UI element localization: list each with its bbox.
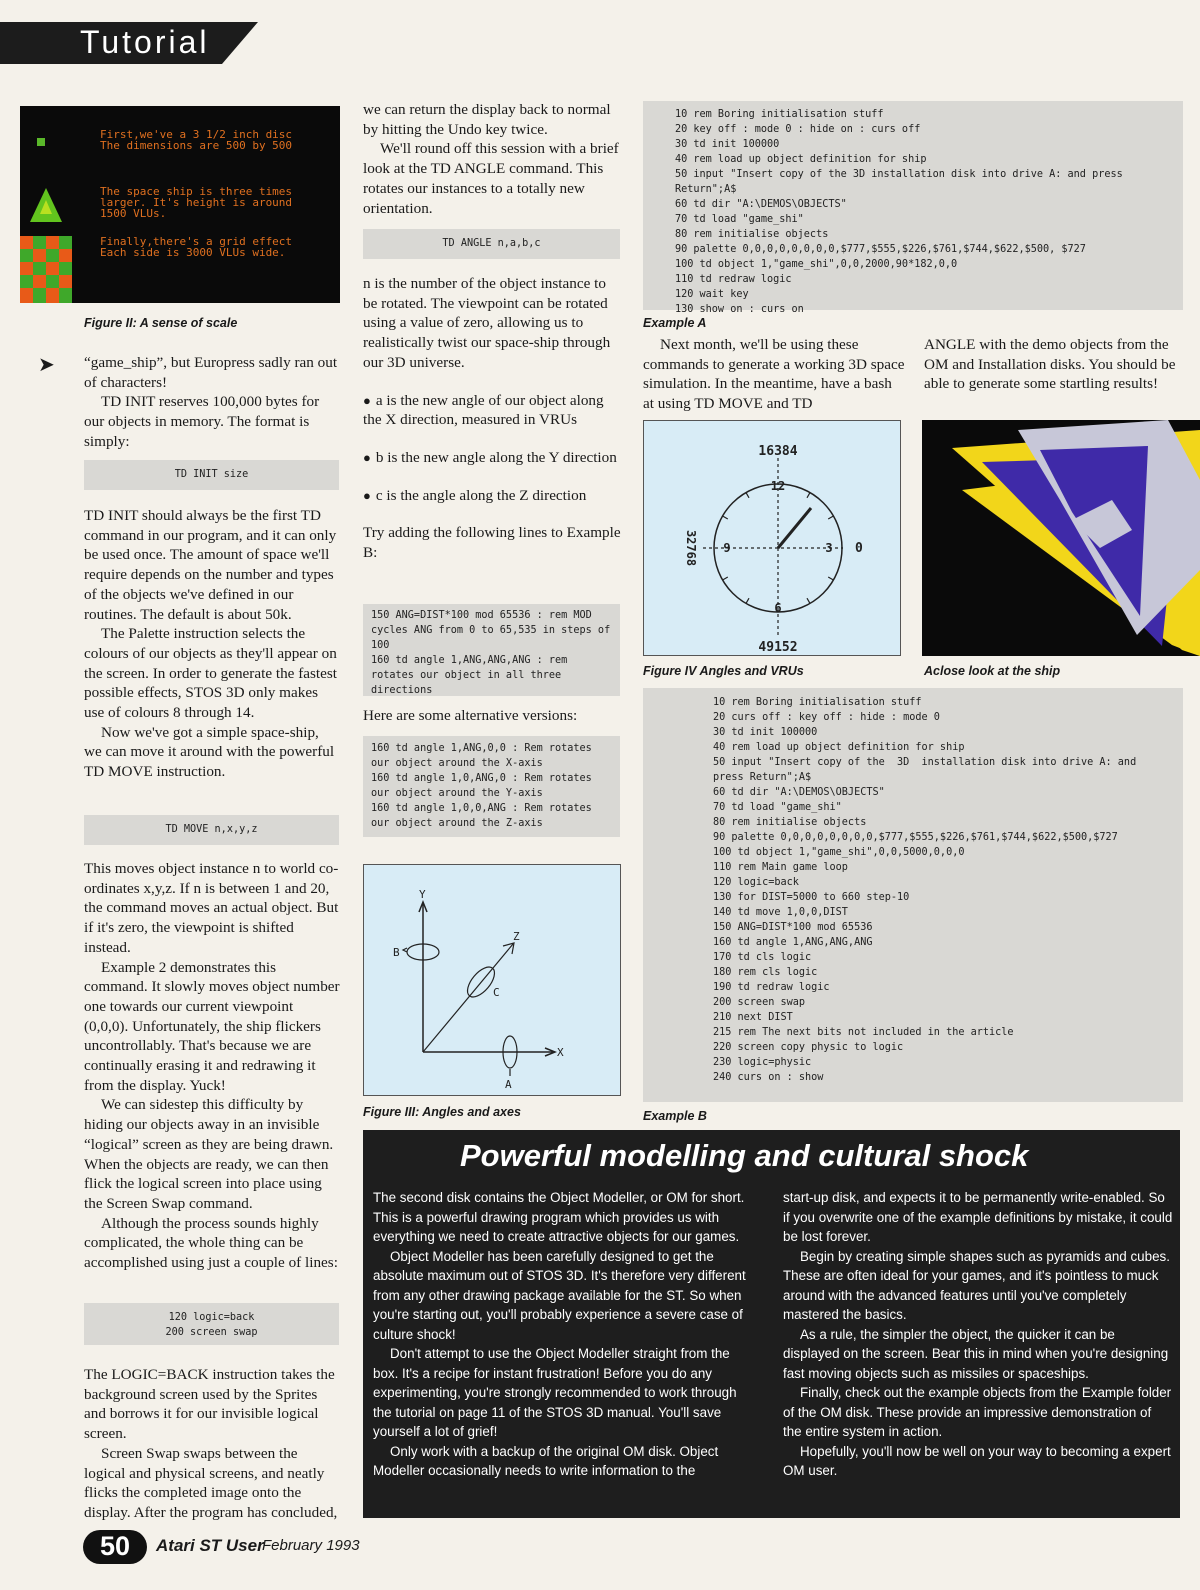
paragraph: n is the number of the object instance to be rotated. The viewpoint can be rotated using a value of zero, allowing us to realistically twist our space-ship through our 3D universe. <box>363 275 611 371</box>
paragraph: As a rule, the simpler the object, the quicker it can be displayed on the screen. Bear this in mind when you're designing fast moving objects such as missiles or spaceships. <box>783 1326 1169 1381</box>
code-td-angle: TD ANGLE n,a,b,c <box>363 229 620 259</box>
code-td-move: TD MOVE n,x,y,z <box>84 815 339 845</box>
screen-line: Finally,there's a grid effect <box>100 235 293 248</box>
axis-label-b: B <box>393 946 400 959</box>
column-1-middle <box>84 506 340 782</box>
magazine-name: Atari ST User <box>156 1536 264 1555</box>
clock-3: 3 <box>825 541 833 555</box>
paragraph: Although the process sounds highly complicated, the whole thing can be accomplished using just a couple of lines: <box>84 1214 338 1272</box>
figure-4-caption: Figure IV Angles and VRUs <box>643 664 804 678</box>
paragraph: Object Modeller has been carefully designed to get the absolute maximum out of STOS 3D. It's therefore very different from any other drawing package available for the ST. So when you're starting out, you'll probably experience a severe case of culture shock! <box>373 1248 746 1342</box>
vru-right-label: 0 <box>855 541 863 556</box>
bullet-item: ● c is the angle along the Z direction <box>363 486 621 506</box>
boxout-title: Powerful modelling and cultural shock <box>460 1138 1029 1173</box>
clock-6: 6 <box>774 601 782 615</box>
figure-3-caption: Figure III: Angles and axes <box>363 1105 521 1119</box>
clock-12: 12 <box>770 479 786 493</box>
screen-line: The space ship is three times <box>100 185 293 198</box>
issue-date: February 1993 <box>262 1537 360 1554</box>
axis-label-a: A <box>505 1078 512 1091</box>
paragraph: TD INIT should always be the first TD command in our program, and it can only be used once. The amount of space we'll require depends on the number and types of the objects we've defined in our routines. The default is about 50k. <box>84 507 337 623</box>
page-number: 50 <box>100 1531 131 1561</box>
continue-arrow-icon: ➤ <box>38 354 55 376</box>
paragraph: We'll round off this session with a brief look at the TD ANGLE command. This rotates our instances to a totally new orientation. <box>363 140 619 217</box>
column-2-alt-intro <box>363 706 621 726</box>
axis-label-y: Y <box>419 888 426 901</box>
column-1-bottom <box>84 1365 340 1523</box>
figure-2-caption: Figure II: A sense of scale <box>84 316 238 330</box>
paragraph: TD INIT reserves 100,000 bytes for our objects in memory. The format is simply: <box>84 393 320 450</box>
screen-line: The dimensions are 500 by 500 <box>100 139 293 152</box>
example-b-code: 10 rem Boring initialisation stuff 20 curs off : key off : hide : mode 0 30 td init 100000 40 rem load up object definition for ship 50 input "Insert copy of the 3D installation disk into drive A: and press Return";A$ 60 td dir "A:\DEMOS\OBJECTS" 70 td load "game_shi" 80 rem initialise objects 90 palette 0,0,0,0,0,0,0,0,$777,$555,$226,$761,$744,$622,$500,$727 100 td object 1,"game_shi",0,0,5000,0,0,0 110 rem Main game loop 120 logic=back 130 for DIST=5000 to 660 step-10 140 td move 1,0,0,DIST 150 ANG=DIST*100 mod 65536 160 td angle 1,ANG,ANG,ANG 170 td cls logic 180 rem cls logic 190 td redraw logic 200 screen swap 210 next DIST 215 rem The next bits not included in the article 220 screen copy physic to logic 230 logic=physic 240 curs on : show <box>643 688 1183 1102</box>
paragraph: The Palette instruction selects the colours of our objects as they'll appear on the screen. In order to generate the fastest possible effects, STOS 3D only makes use of colours 8 through 14. <box>84 625 338 722</box>
code-logic-swap: 120 logic=back 200 screen swap <box>84 1303 339 1345</box>
paragraph: start-up disk, and expects it to be permanently write-enabled. So if you overwrite one of the example definitions by mistake, it could be lost forever. <box>783 1190 1173 1244</box>
paragraph: Finally, check out the example objects from the Example folder of the OM disk. These provide an impressive demonstration of the entire system in action. <box>783 1385 1172 1439</box>
section-title: Tutorial <box>80 24 210 60</box>
boxout-right-column <box>783 1188 1173 1481</box>
boxout-left-column <box>373 1188 758 1481</box>
clock-9: 9 <box>723 541 731 555</box>
paragraph: Begin by creating simple shapes such as pyramids and cubes. These are often ideal for your games, and it's pointless to muck around with the advanced features until you've completely mastered the basics. <box>783 1248 1170 1322</box>
grid-icon <box>20 236 72 303</box>
code-angle-alternatives: 160 td angle 1,ANG,0,0 : Rem rotates our object around the X-axis 160 td angle 1,0,ANG,0 : Rem rotates our object around the Y-axis 160 td angle 1,0,0,ANG : Rem rotates our object around the Z-axis <box>363 736 620 837</box>
vru-left-label: 32768 <box>684 529 698 567</box>
paragraph: Screen Swap swaps between the logical and physical screens, and neatly flicks the completed image onto the display. After the program has concluded, <box>84 1444 338 1521</box>
axis-label-c: C <box>493 986 500 999</box>
paragraph: The LOGIC=BACK instruction takes the background screen used by the Sprites and borrows it for our invisible logical screen. <box>84 1366 335 1443</box>
paragraph: Don't attempt to use the Object Modeller straight from the box. It's a recipe for instant frustration! Before you do any experimenting, you're strongly recommended to work through the tutorial on page 11 of the STOS 3D manual. You'll save yourself a lot of grief! <box>373 1346 737 1439</box>
paragraph: Only work with a backup of the original OM disk. Object Modeller occasionally needs to write information to the <box>373 1443 719 1478</box>
screen-line: 1500 VLUs. <box>100 207 167 220</box>
example-a-caption: Example A <box>643 316 707 330</box>
paragraph: Hopefully, you'll now be well on your way to becoming a expert OM user. <box>783 1443 1171 1478</box>
paragraph: ANGLE with the demo objects from the OM and Installation disks. You should be able to generate some startling results! <box>924 336 1176 393</box>
column-2-top <box>363 100 621 218</box>
bullet-item: ● a is the new angle of our object along the X direction, measured in VRUs <box>363 391 621 430</box>
paragraph: Example 2 demonstrates this command. It slowly moves object number one towards our current viewpoint (0,0,0). Unfortunately, the ship flickers uncontrollably. That's because we are continually erasing it and redrawing it from the display. Yuck! <box>84 958 340 1094</box>
figure-2-screenshot <box>20 106 340 303</box>
paragraph: Here are some alternative versions: <box>363 707 578 724</box>
example-a-code: 10 rem Boring initialisation stuff 20 key off : mode 0 : hide on : curs off 30 td init 100000 40 rem load up object definition for ship 50 input "Insert copy of the 3D installation disk into drive A: and press Return";A$ 60 td dir "A:\DEMOS\OBJECTS" 70 td load "game_shi" 80 rem initialise objects 90 palette 0,0,0,0,0,0,0,0,$777,$555,$226,$761,$744,$622,$500, $727 100 td object 1,"game_shi",0,0,2000,90*182,0,0 110 td redraw logic 120 wait key 130 show on : curs on <box>643 101 1183 310</box>
code-angle-example: 150 ANG=DIST*100 mod 65536 : rem MOD cycles ANG from 0 to 65,535 in steps of 100 160 td angle 1,ANG,ANG,ANG : rem rotates our object in all three directions <box>363 604 620 696</box>
pyramid-icon <box>30 188 62 222</box>
screen-marker-icon <box>37 138 45 146</box>
paragraph: Now we've got a simple space-ship, we can move it around with the powerful TD MOVE instruction. <box>84 723 335 781</box>
axis-label-z: Z <box>513 930 520 943</box>
vru-bottom-label: 49152 <box>758 640 798 655</box>
ship-caption: Aclose look at the ship <box>924 664 1061 678</box>
column-1-lower <box>84 859 340 1273</box>
ship-render <box>922 420 1200 656</box>
column-3-text <box>643 335 905 414</box>
paragraph: Try adding the following lines to Example B: <box>363 524 621 562</box>
paragraph: Next month, we'll be using these commands to generate a working 3D space simulation. In the meantime, have a bash at using TD MOVE and TD <box>643 336 905 413</box>
screen-line: Each side is 3000 VLUs wide. <box>100 246 286 259</box>
column-1-top <box>84 353 340 452</box>
column-4-text <box>924 335 1186 394</box>
paragraph: We can sidestep this difficulty by hiding our objects away in an invisible “logical” screen as they are being drawn. When the objects are ready, we can then flick the logical screen into place using the Screen Swap command. <box>84 1096 334 1212</box>
figure-3-axes <box>363 864 621 1096</box>
screen-line: First,we've a 3 1/2 inch disc <box>100 128 293 141</box>
bullet-item: ● b is the new angle along the Y direction <box>363 448 621 468</box>
paragraph: we can return the display back to normal by hitting the Undo key twice. <box>363 101 611 138</box>
paragraph: “game_ship”, but Europress sadly ran out of characters! <box>84 354 338 391</box>
vru-top-label: 16384 <box>758 444 798 459</box>
axis-label-x: X <box>557 1046 564 1059</box>
paragraph: This moves object instance n to world co-ordinates x,y,z. If n is between 1 and 20, the command moves an actual object. But if it's zero, the viewpoint is shifted instead. <box>84 860 339 956</box>
figure-4-clock <box>643 420 901 656</box>
paragraph: The second disk contains the Object Modeller, or OM for short. This is a powerful drawing program which provides us with everything we need to create attractive objects for our games. <box>373 1190 745 1244</box>
boxout-panel <box>363 1130 1180 1518</box>
example-b-caption: Example B <box>643 1109 707 1123</box>
screen-line: larger. It's height is around <box>100 196 293 209</box>
code-td-init: TD INIT size <box>84 460 339 490</box>
column-2-middle <box>363 274 621 563</box>
